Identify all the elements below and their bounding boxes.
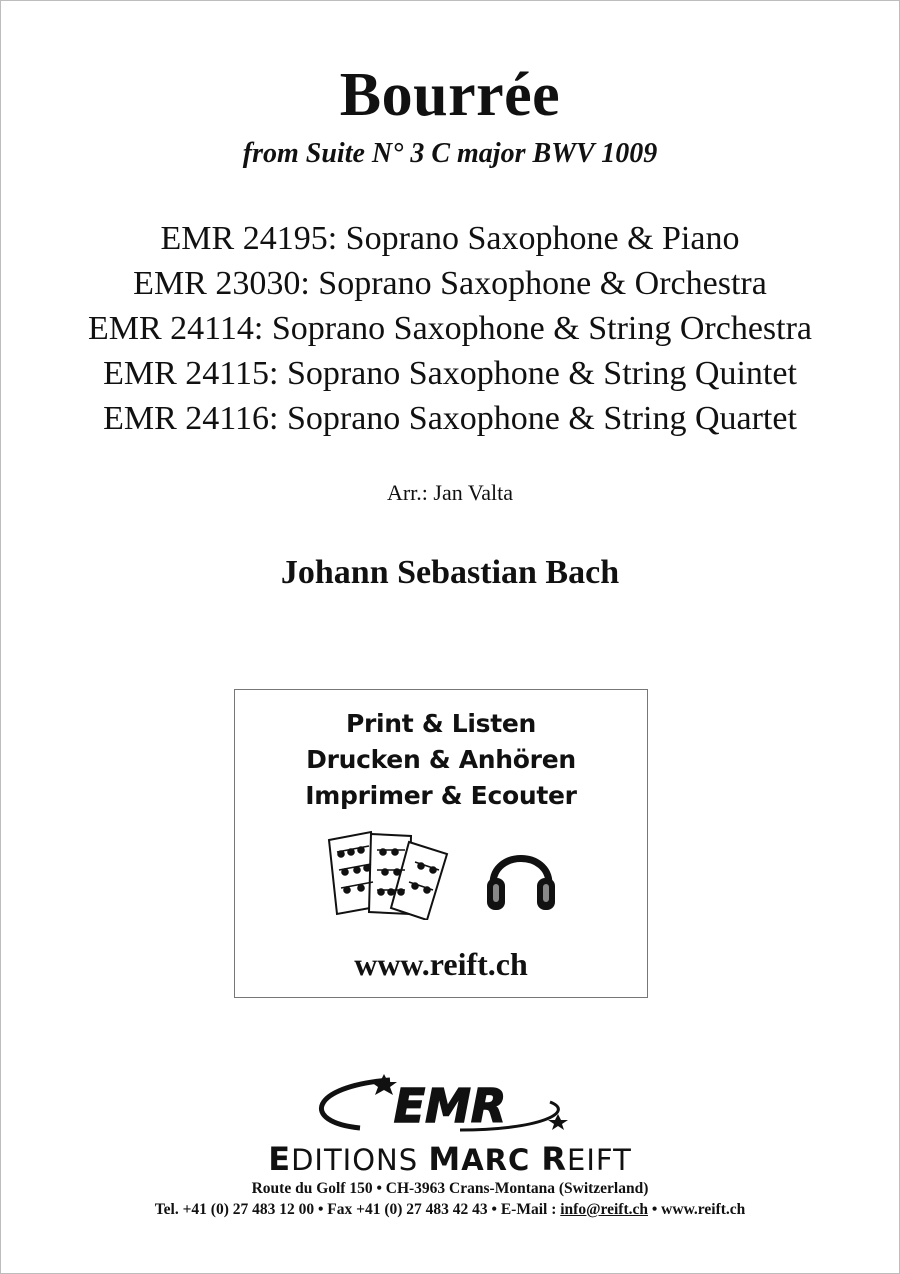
publisher-name xyxy=(0,1140,900,1178)
publisher-contact xyxy=(0,1201,900,1219)
promo-line-english: Print & Listen xyxy=(345,709,537,738)
edition-item: EMR 23030: Soprano Saxophone & Orchestra xyxy=(133,265,767,302)
piece-title: Bourrée xyxy=(339,61,561,129)
headphones-icon xyxy=(485,840,557,914)
contact-phone-fax: Tel. +41 (0) 27 483 12 00 • Fax +41 (0) 27 483 42 43 • E-Mail : xyxy=(154,1201,561,1218)
promo-website[interactable]: www.reift.ch xyxy=(354,946,528,982)
logo-text: EMR xyxy=(393,1079,507,1133)
piece-subtitle: from Suite N° 3 C major BWV 1009 xyxy=(242,138,658,169)
promo-line-french: Imprimer & Ecouter xyxy=(305,781,577,810)
publisher-name-initial: M xyxy=(428,1140,462,1178)
publisher-name-part: EIFT xyxy=(567,1143,632,1177)
promo-icons xyxy=(235,824,647,924)
emr-logo xyxy=(300,1072,600,1134)
arranger-credit: Arr.: Jan Valta xyxy=(386,480,514,505)
publisher-name-part: ARC xyxy=(461,1143,542,1177)
composer-name: Johann Sebastian Bach xyxy=(280,554,620,591)
publisher-address: Route du Golf 150 • CH-3963 Crans-Montana (Switzerland) xyxy=(251,1180,649,1197)
edition-item: EMR 24115: Soprano Saxophone & String Quintet xyxy=(103,355,797,392)
contact-website[interactable]: • www.reift.ch xyxy=(648,1201,746,1218)
promo-text xyxy=(235,706,647,814)
edition-list xyxy=(0,216,900,441)
publisher-name-initial: E xyxy=(268,1140,292,1178)
sheet-music-icon xyxy=(325,828,455,920)
publisher-name-initial: R xyxy=(541,1140,568,1178)
edition-item: EMR 24116: Soprano Saxophone & String Quartet xyxy=(103,400,797,437)
edition-item: EMR 24114: Soprano Saxophone & String Orchestra xyxy=(88,310,812,347)
email-link[interactable]: info@reift.ch xyxy=(560,1201,648,1218)
print-listen-box xyxy=(234,689,648,998)
publisher-name-part: DITIONS xyxy=(291,1143,429,1177)
edition-item: EMR 24195: Soprano Saxophone & Piano xyxy=(160,220,740,257)
promo-line-german: Drucken & Anhören xyxy=(306,745,576,774)
